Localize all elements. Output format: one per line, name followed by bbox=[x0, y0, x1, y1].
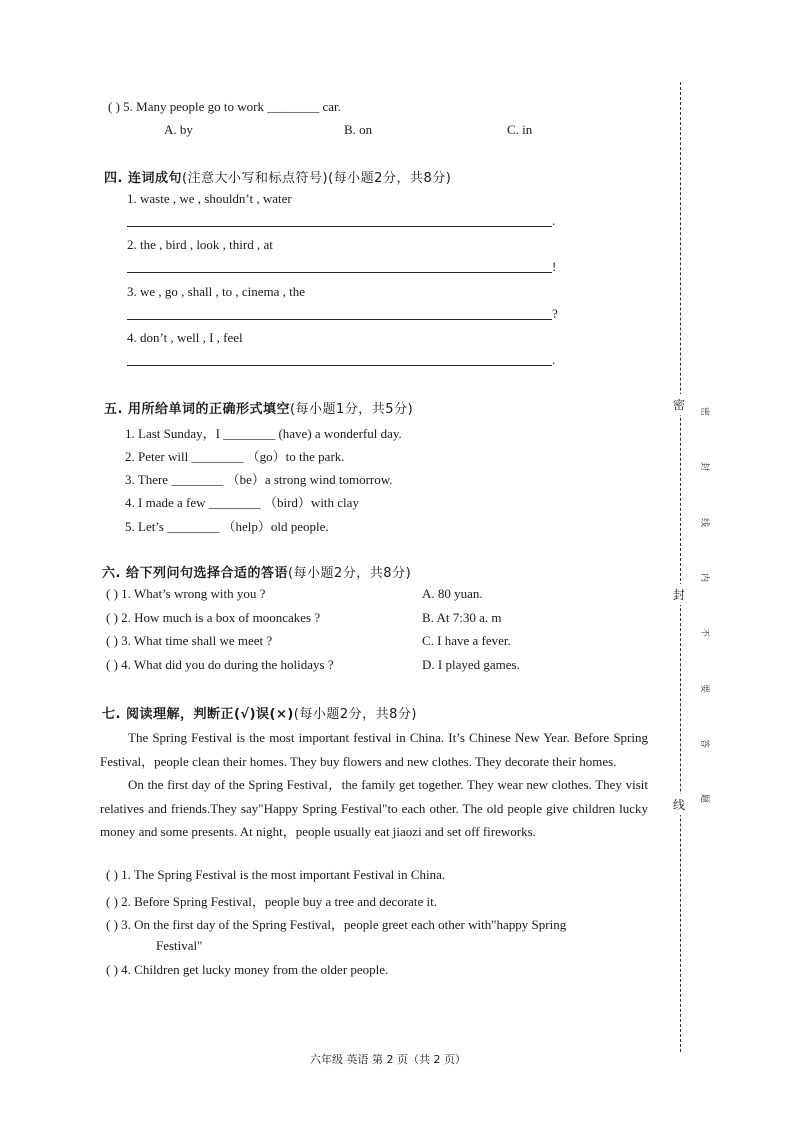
section7-heading bbox=[102, 703, 417, 722]
passage-paragraph-2: On the first day of the Spring Festival，the family get together. They wear new clothes. They visit relatives and friends.They say"Happy Spring Festival"to each other. The old people give children lucky money and some presents. At night，people usually eat jiaozi and set off fireworks. bbox=[100, 777, 648, 839]
margin-note-3: 线 bbox=[699, 517, 710, 528]
section6-question-3[interactable]: ( ) 3. What time shall we meet ? bbox=[106, 633, 273, 648]
reading-passage bbox=[100, 726, 648, 844]
answer-line-1[interactable] bbox=[127, 226, 552, 227]
section7-statement-3-cont: Festival" bbox=[156, 938, 203, 953]
section6-question-1[interactable]: ( ) 1. What’s wrong with you ? bbox=[106, 586, 266, 601]
margin-note-6: 要 bbox=[699, 683, 710, 694]
section5-note: (每小题1分，共5分) bbox=[289, 402, 414, 417]
margin-note-4: 内 bbox=[699, 572, 710, 583]
section4-item-2: 2. the , bird , look , third , at bbox=[127, 237, 273, 252]
answer-line-4-end: . bbox=[552, 352, 556, 367]
margin-note-8: 题 bbox=[699, 793, 710, 804]
passage-paragraph-1: The Spring Festival is the most important festival in China. It’s Chinese New Year. Before Spring Festival，people clean their homes. They buy flowers and new clothes. They decorate their homes. bbox=[100, 730, 648, 769]
seal-char-mi: 密 bbox=[673, 394, 685, 415]
answer-line-3-end: ? bbox=[552, 306, 558, 321]
answer-line-4[interactable] bbox=[127, 365, 552, 366]
section5-heading bbox=[104, 398, 413, 417]
section7-note: (每小题2分，共8分) bbox=[293, 707, 417, 722]
section6-answer-d: D. I played games. bbox=[422, 657, 520, 672]
section6-answer-c: C. I have a fever. bbox=[422, 633, 511, 648]
section5-item-5[interactable]: 5. Let’s ________ （help）old people. bbox=[125, 519, 329, 534]
seal-char-feng: 封 bbox=[673, 584, 685, 605]
section4-item-4: 4. don’t , well , I , feel bbox=[127, 330, 243, 345]
section7-statement-2[interactable]: ( ) 2. Before Spring Festival，people buy a tree and decorate it. bbox=[106, 894, 438, 909]
section5-item-1[interactable]: 1. Last Sunday，I ________ (have) a wonderful day. bbox=[125, 426, 402, 441]
answer-line-2[interactable] bbox=[127, 272, 552, 273]
section6-heading bbox=[102, 562, 411, 581]
section5-item-2[interactable]: 2. Peter will ________ （go）to the park. bbox=[125, 449, 345, 464]
section6-note: (每小题2分，共8分) bbox=[287, 566, 412, 581]
section5-title: 五. 用所给单词的正确形式填空 bbox=[104, 402, 290, 417]
margin-note-2: 封 bbox=[699, 461, 710, 472]
margin-note-7: 答 bbox=[699, 738, 710, 749]
binding-dashed-line bbox=[680, 82, 681, 1052]
section7-title: 七. 阅读理解，判断正(√)误(×) bbox=[102, 707, 294, 722]
section6-question-4[interactable]: ( ) 4. What did you do during the holidays ? bbox=[106, 657, 334, 672]
section4-item-1: 1. waste , we , shouldn’t , water bbox=[127, 191, 292, 206]
section4-title: 四. 连词成句 bbox=[104, 171, 182, 186]
q3-item-5: ( ) 5. Many people go to work ________ car. bbox=[108, 99, 341, 114]
section4-note: (注意大小写和标点符号)(每小题2分，共8分) bbox=[181, 171, 452, 186]
section5-item-4[interactable]: 4. I made a few ________ （bird）with clay bbox=[125, 495, 359, 510]
section6-answer-b: B. At 7:30 a. m bbox=[422, 610, 502, 625]
section4-item-3: 3. we , go , shall , to , cinema , the bbox=[127, 284, 305, 299]
section5-item-3[interactable]: 3. There ________ （be）a strong wind tomorrow. bbox=[125, 472, 393, 487]
answer-line-1-end: . bbox=[552, 213, 556, 228]
section7-statement-4[interactable]: ( ) 4. Children get lucky money from the older people. bbox=[106, 962, 389, 977]
answer-line-3[interactable] bbox=[127, 319, 552, 320]
section6-title: 六. 给下列问句选择合适的答语 bbox=[102, 566, 288, 581]
section6-question-2[interactable]: ( ) 2. How much is a box of mooncakes ? bbox=[106, 610, 321, 625]
margin-note-5: 不 bbox=[699, 627, 710, 638]
q3-option-b: B. on bbox=[344, 122, 373, 137]
answer-line-2-end: ! bbox=[552, 259, 557, 274]
seal-char-xian: 线 bbox=[673, 794, 685, 815]
q3-option-a: A. by bbox=[164, 122, 193, 137]
section7-statement-3[interactable]: ( ) 3. On the first day of the Spring Festival，people greet each other with"happy Spring bbox=[106, 917, 567, 932]
section7-statement-1[interactable]: ( ) 1. The Spring Festival is the most important Festival in China. bbox=[106, 867, 446, 882]
section6-answer-a: A. 80 yuan. bbox=[422, 586, 483, 601]
page-footer: 六年级 英语 第 2 页（共 2 页） bbox=[310, 1053, 466, 1066]
margin-note-1: 密 bbox=[699, 406, 710, 417]
section4-heading bbox=[104, 167, 451, 186]
q3-option-c: C. in bbox=[507, 122, 533, 137]
